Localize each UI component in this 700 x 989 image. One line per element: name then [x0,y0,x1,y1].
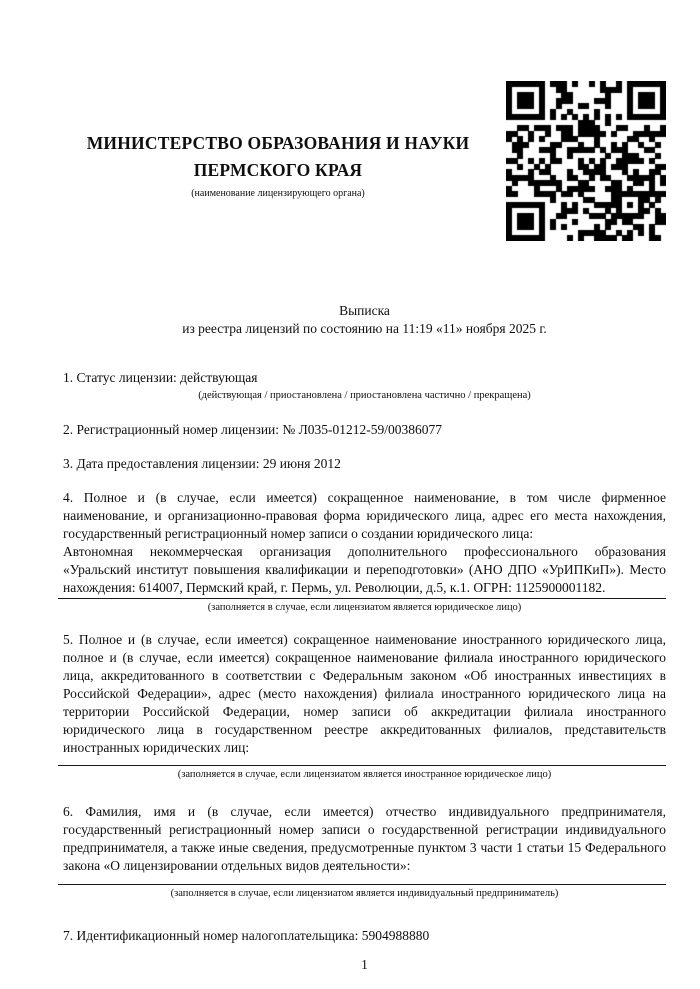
taxpayer-number-text: 7. Идентификационный номер налогоплательщика: 5904988880 [63,928,430,943]
document-title [63,302,666,337]
ministry-name-line1: МИНИСТЕРСТВО ОБРАЗОВАНИЯ И НАУКИ [86,133,470,153]
individual-entrepreneur-label: 6. Фамилия, имя и (в случае, если имеется) отчество индивидуального предпринимателя, государственный регистрационный номер записи о государственной регистрации индивидуального предпринимателя, а также иные сведения, предусмотренные пунктом 3 части 1 статьи 15 Федерального закона «О лицензировании отдельных видов деятельности»: [63,804,666,873]
ministry-name-note: (наименование лицензирующего органа) [191,188,365,199]
registration-number-text: 2. Регистрационный номер лицензии: № Л035-01212-59/00386077 [63,422,443,437]
ministry-name [63,130,493,184]
page-number: 1 [361,957,368,972]
grant-date-text: 3. Дата предоставления лицензии: 29 июня 2012 [63,456,341,471]
legal-entity-value: Автономная некоммерческая организация дополнительного профессионального образования «Уральский институт повышения квалификации и переподготовки» (АНО ДПО «УрИПКиП»). Место нахождения: 614007, Пермский край, г. Пермь, ул. Революции, д.5, к.1. ОГРН: 1125900001182. [63,544,666,595]
item-registration-number [63,421,666,439]
page-content [63,0,666,973]
legal-entity-fill-note: (заполняется в случае, если лицензиатом является юридическое лицо) [207,602,522,613]
extract-items [63,369,666,945]
individual-entrepreneur-fill-note: (заполняется в случае, если лицензиатом является индивидуальный предприниматель) [170,888,559,899]
license-status-options-note: (действующая / приостановлена / приостановлена частично / прекращена) [198,390,531,401]
licensing-authority-header [63,130,493,200]
ministry-name-line2: ПЕРМСКОГО КРАЯ [193,160,363,180]
item-legal-entity-info [63,489,666,614]
foreign-entity-label: 5. Полное и (в случае, если имеется) сокращенное наименование иностранного юридического лица, полное и (в случае, если имеется) сокращенное наименование филиала иностранного юридического лица, аккредитованного в соответствии с Федеральным законом «Об иностранных инвестициях в Российской Федерации», адрес (место нахождения) филиала иностранного юридического лица на территории Российской Федерации, номер записи об аккредитации филиала иностранного юридического лица в государственном реестре аккредитованных филиалов, представительств иностранных юридических лиц: [63,632,666,755]
foreign-entity-fill-note: (заполняется в случае, если лицензиатом является иностранное юридическое лицо) [177,769,552,780]
extract-date-line: из реестра лицензий по состоянию на 11:19 «11» ноября 2025 г. [182,320,547,336]
extract-heading: Выписка [339,303,390,318]
field-underline [58,765,666,766]
item-foreign-entity-info [63,631,666,781]
item-individual-entrepreneur-info [63,803,666,900]
field-underline [58,598,666,599]
legal-entity-label: 4. Полное и (в случае, если имеется) сокращенное наименование, в том числе фирменное наименование, и организационно-правовая форма юридического лица, адрес его места нахождения, государственный регистрационный номер записи о создании юридического лица: [63,490,666,541]
item-license-status [63,369,666,402]
item-grant-date [63,455,666,473]
field-underline [58,884,666,885]
item-taxpayer-number [63,927,666,945]
license-status-text: 1. Статус лицензии: действующая [63,370,258,385]
